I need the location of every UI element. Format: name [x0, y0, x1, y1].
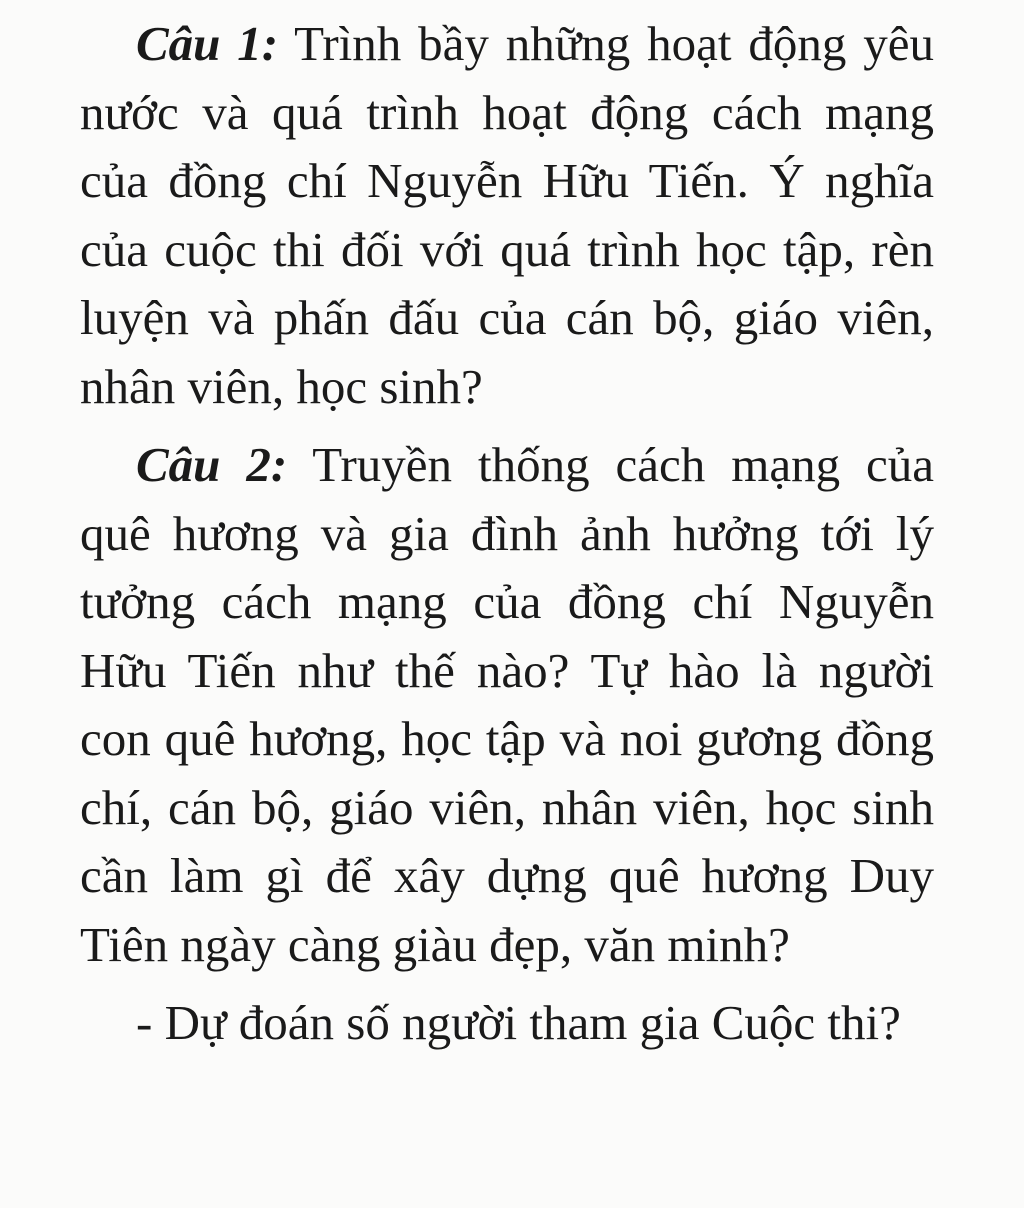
question-1-text: Trình bầy những hoạt động yêu nước và quá trình hoạt động cách mạng của đồng chí Nguyễn Hữu Tiến. Ý nghĩa của cuộc thi đối với quá trình học tập, rèn luyện và phấn đấu của cán bộ, giáo viên, nhân viên, học sinh?: [80, 16, 934, 414]
participant-estimate-text: - Dự đoán số người tham gia Cuộc thi?: [136, 995, 901, 1050]
question-2-text: Truyền thống cách mạng của quê hương và gia đình ảnh hưởng tới lý tưởng cách mạng của đồng chí Nguyễn Hữu Tiến như thế nào? Tự hào là người con quê hương, học tập và noi gương đồng chí, cán bộ, giáo viên, nhân viên, học sinh cần làm gì để xây dựng quê hương Duy Tiên ngày càng giàu đẹp, văn minh?: [80, 437, 934, 972]
question-2-label: Câu 2:: [136, 437, 288, 492]
question-1-label: Câu 1:: [136, 16, 279, 71]
participant-estimate-paragraph: [80, 989, 934, 1058]
question-2-paragraph: [80, 431, 934, 979]
question-1-paragraph: [80, 10, 934, 421]
